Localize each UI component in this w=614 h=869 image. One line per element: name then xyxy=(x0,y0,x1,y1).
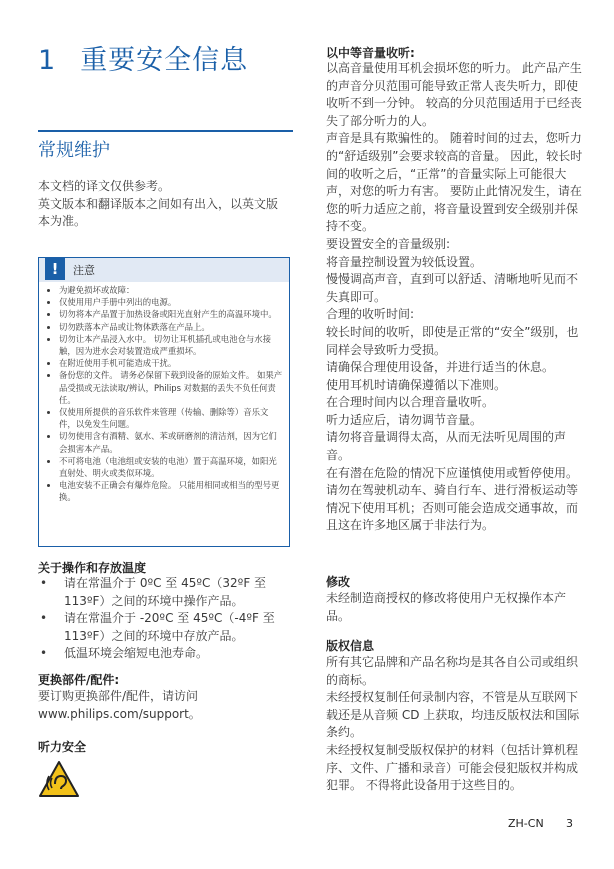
replacement-text: 要订购更换部件/配件，请访问 www.philips.com/support。 xyxy=(38,689,201,721)
hearing-heading: 听力安全 xyxy=(38,740,87,754)
caution-item: • 在附近使用手机可能造成干扰。 xyxy=(59,357,284,369)
section-rule xyxy=(38,130,293,132)
copyright-heading: 版权信息 xyxy=(326,639,375,653)
caution-item: • 为避免损坏或故障： xyxy=(59,284,284,296)
operations-list xyxy=(38,575,288,663)
caution-item: • 电池安装不正确会有爆炸危险。 只能用相同或相当的型号更换。 xyxy=(59,479,284,503)
caution-item: • 不可将电池（电池组或安装的电池）置于高温环境，如阳光直射处、明火或类似环境。 xyxy=(59,455,284,479)
page-number: 3 xyxy=(566,817,573,830)
intro-paragraph: 本文档的译文仅供参考。 英文版本和翻译版本之间如有出入，以英文版本为准。 xyxy=(38,179,279,229)
caution-box xyxy=(38,257,290,547)
hearing-warning-icon xyxy=(38,760,80,798)
caution-item: • 仅使用所提供的音乐软件来管理（传输、删除等）音乐文件，以免发生问题。 xyxy=(59,406,284,430)
exclamation-icon: ! xyxy=(45,258,65,280)
copyright-text: 所有其它品牌和产品名称均是其各自公司或组织的商标。 未经授权复制任何录制内容，不管是从互联网下载还是从音频 CD 上获取，均违反版权法和国际条约。 未经授权复制受版权保护的材料（包括计算机程序、文件、广播和录音）可能会侵犯版权并构成犯罪。 不得将此设备用于这些目的。 xyxy=(326,655,580,793)
section-title: 常规维护 xyxy=(38,140,110,161)
chapter-title: 重要安全信息 xyxy=(80,45,249,76)
operations-item: • 请在常温介于 0ºC 至 45ºC（32ºF 至 113ºF）之间的环境中操作产品。 xyxy=(38,575,288,610)
caution-item: • 备份您的文件。 请务必保留下载到设备的原始文件。 如果产品受损或无法读取/辨认，Philips 对数据的丢失不负任何责任。 xyxy=(59,369,284,406)
caution-item: • 切勿让本产品浸入水中。 切勿让耳机插孔或电池仓与水接触，因为进水会对装置造成严重损坏。 xyxy=(59,333,284,357)
operations-item: • 低温环境会缩短电池寿命。 xyxy=(38,645,288,663)
volume-heading: 以中等音量收听: xyxy=(326,46,415,60)
replacement-heading: 更换部件/配件: xyxy=(38,673,120,687)
caution-item: • 切勿将本产品置于加热设备或阳光直射产生的高温环境中。 xyxy=(59,308,284,320)
operations-heading: 关于操作和存放温度 xyxy=(38,561,147,575)
caution-item: • 切勿使用含有酒精、氨水、苯或研磨剂的清洁剂，因为它们会损害本产品。 xyxy=(59,430,284,454)
chapter-heading xyxy=(38,38,248,77)
caution-label: 注意 xyxy=(73,264,95,277)
footer-language: ZH-CN xyxy=(508,817,544,830)
operations-item: • 请在常温介于 -20ºC 至 45ºC（-4ºF 至 113ºF）之间的环境中存放产品。 xyxy=(38,610,288,645)
modification-heading: 修改 xyxy=(326,575,351,589)
caution-list xyxy=(47,284,284,504)
chapter-number: 1 xyxy=(38,45,57,76)
caution-item: • 仅使用用户手册中列出的电源。 xyxy=(59,296,284,308)
modification-text: 未经制造商授权的修改将使用户无权操作本产品。 xyxy=(326,591,567,623)
volume-text: 以高音量使用耳机会损坏您的听力。 此产品产生的声音分贝范围可能导致正常人丧失听力，即使收听不到一分钟。 较高的分贝范围适用于已经丧失了部分听力的人。 声音是具有欺骗性的。 随着时间的过去，您听力的“舒适级别”会要求较高的音量。 因此，较长时间的收听之后，“正常”的音量实际上可能很大声，对您的听力有害。 要防止此情况发生，请在您的听力适应之前，将音量设置到安全级别并保持不变。 要设置安全的音量级别: 将音量控制设置为较低设置。 慢慢调高声音，直到可以舒适、清晰地听见而不失真即可。 合理的收听时间: 较长时间的收听，即使是正常的“安全”级别，也同样会导致听力受损。 请确保合理使用设备，并进行适当的休息。 使用耳机时请确保遵循以下准则。 在合理时间内以合理音量收听。 听力适应后，请勿调节音量。 请勿将音量调得太高，从而无法听见周围的声音。 在有潜在危险的情况下应谨慎使用或暂停使用。 请勿在驾驶机动车、骑自行车、进行滑板运动等情况下使用耳机；否则可能会造成交通事故，而且这在许多地区属于非法行为。 xyxy=(326,61,583,533)
caution-header xyxy=(39,258,289,282)
caution-item: • 切勿跌落本产品或让物体跌落在产品上。 xyxy=(59,321,284,333)
